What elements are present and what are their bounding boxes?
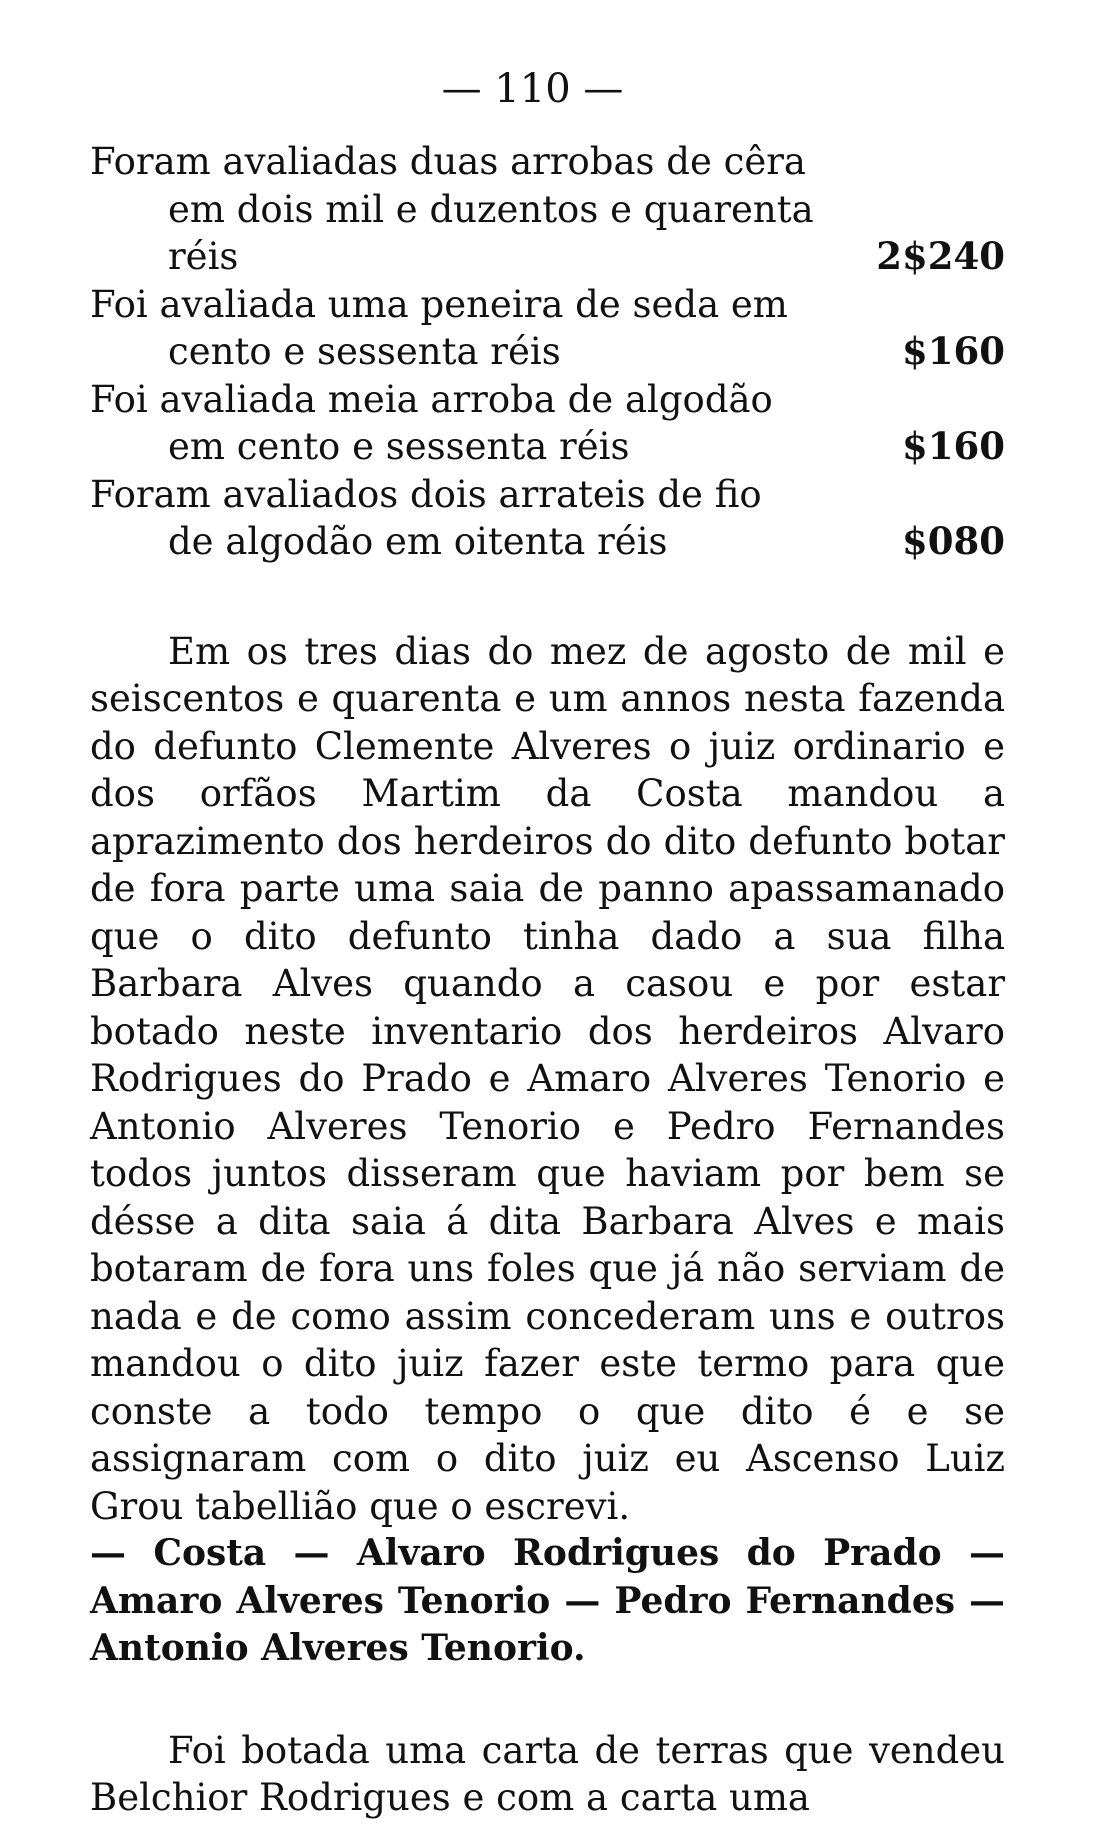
deed-paragraph: Em os tres dias do mez de agosto de mil e seiscentos e quarenta e um annos nesta fazenda do defunto Clemente Alveres o juiz ordinario e dos orfãos Martim da Costa mandou a aprazimento dos herdeiros do dito defunto botar de fora parte uma saia de panno apassamanado que o dito defunto tinha dado a sua filha Barbara Alves quando a casou e por estar botado neste inventario dos herdeiros Alvaro Rodrigues do Prado e Amaro Alveres Tenorio e Antonio Alveres Tenorio e Pedro Fernandes todos juntos disseram que haviam por bem se désse a dita saia á dita Barbara Alves e mais botaram de fora uns foles que já não serviam de nada e de como assim concederam uns e outros mandou o dito juiz fazer este termo para que conste a todo tempo o que dito é e se assignaram com o dito juiz eu Ascenso Luiz Grou tabellião que o escrevi. — [90, 629, 1005, 1528]
inventory-entry — [90, 281, 1005, 376]
entry-value: $160 — [902, 424, 1005, 468]
entry-line: em dois mil e duzentos e quarenta — [168, 187, 814, 231]
document-page — [90, 62, 1005, 1822]
entry-value: $160 — [902, 329, 1005, 373]
closing-paragraph: Foi botada uma carta de terras que vendeu Belchior Rodrigues e com a carta uma — [90, 1728, 1005, 1819]
signature-block: — Costa — Alvaro Rodrigues do Prado — Amaro Alveres Tenorio — Pedro Fernandes — Antonio Alveres Tenorio. — [90, 1532, 1005, 1669]
inventory-entry — [90, 138, 1005, 281]
entry-line: de algodão em oitenta réis — [168, 520, 668, 563]
entry-line: Foram avaliadas duas arrobas de cêra — [90, 140, 806, 183]
inventory-entry — [90, 376, 1005, 471]
entry-line: cento e sessenta réis — [168, 330, 561, 373]
entry-line: Foram avaliados dois arrateis de fio — [90, 472, 762, 516]
entry-line: em cento e sessenta réis — [168, 425, 630, 468]
page-number: — 110 — — [441, 66, 624, 112]
entry-value: $080 — [902, 519, 1005, 563]
entry-line: Foi avaliada meia arroba de algodão — [90, 377, 773, 421]
entry-line: réis — [168, 235, 239, 278]
inventory-entry — [90, 471, 1005, 566]
entry-line: Foi avaliada uma peneira de seda em — [90, 282, 788, 326]
entry-value: 2$240 — [876, 234, 1005, 278]
inventory-entries — [90, 138, 1005, 566]
